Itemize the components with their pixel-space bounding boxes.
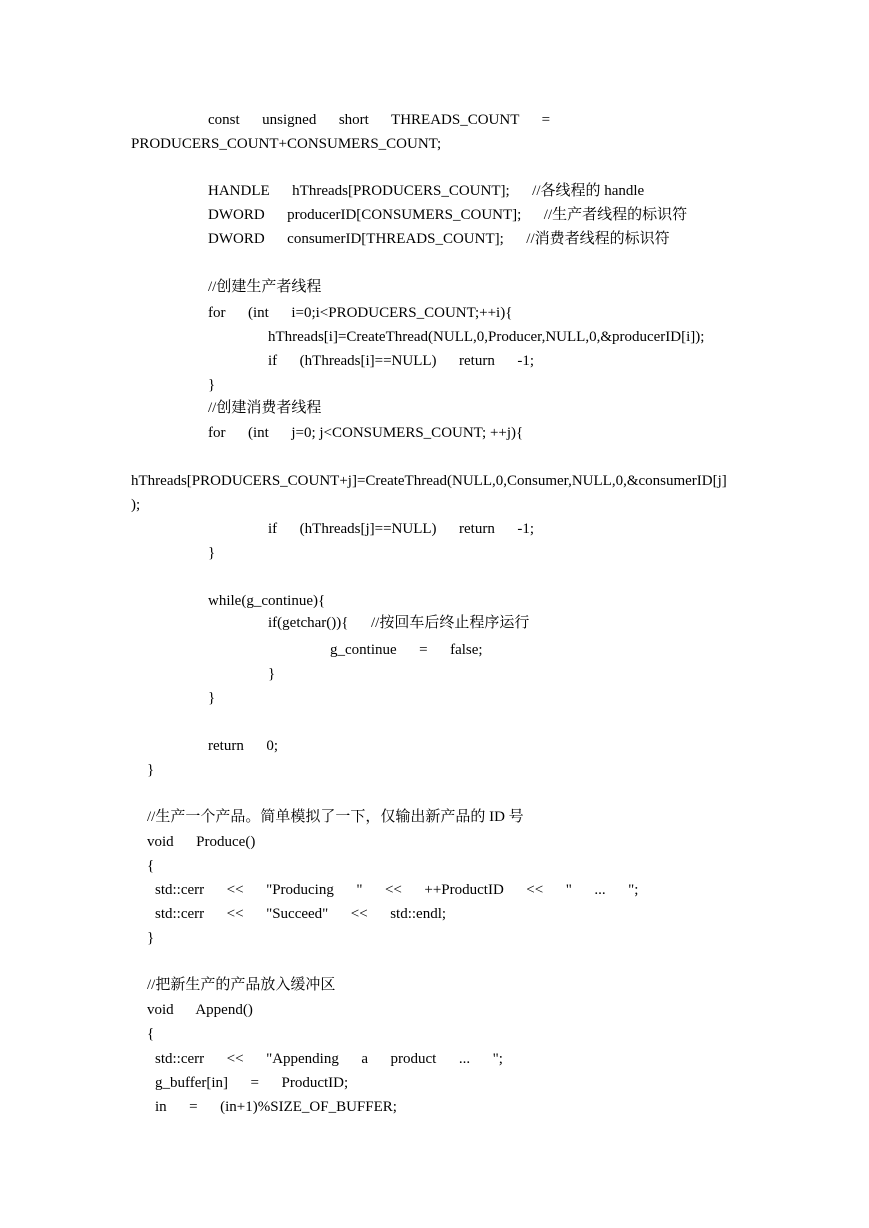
code-line: for (int j=0; j<CONSUMERS_COUNT; ++j){ [208,425,524,441]
code-line: g_buffer[in] = ProductID; [155,1075,349,1091]
code-line: PRODUCERS_COUNT+CONSUMERS_COUNT; [131,136,442,152]
code-line: } [208,545,216,561]
code-line: hThreads[PRODUCERS_COUNT+j]=CreateThread(NULL,0,Consumer,NULL,0,&consumerID[j] [131,473,727,489]
code-line: } [208,377,216,393]
code-line: if (hThreads[j]==NULL) return -1; [268,521,535,537]
code-comment: //创建生产者线程 [208,279,322,295]
code-line: hThreads[i]=CreateThread(NULL,0,Producer,NULL,0,&producerID[i]); [268,329,705,345]
code-line: while(g_continue){ [208,593,326,609]
code-line: } [208,690,216,706]
code-line: std::cerr << "Appending a product ... "; [155,1051,503,1067]
code-line: g_continue = false; [330,642,483,658]
code-line: if (hThreads[i]==NULL) return -1; [268,353,535,369]
code-line: return 0; [208,738,278,754]
code-line: HANDLE hThreads[PRODUCERS_COUNT]; //各线程的 handle [208,183,645,199]
code-line: DWORD consumerID[THREADS_COUNT]; //消费者线程的标识符 [208,231,670,247]
code-comment: //把新生产的产品放入缓冲区 [147,977,336,993]
code-line: ); [131,497,141,513]
code-line: in = (in+1)%SIZE_OF_BUFFER; [155,1099,397,1115]
code-line: void Append() [147,1002,253,1018]
code-line: { [147,858,155,874]
code-comment: //生产一个产品。简单模拟了一下，仅输出新产品的 ID 号 [147,809,524,825]
code-line: std::cerr << "Succeed" << std::endl; [155,906,447,922]
code-line: { [147,1026,155,1042]
code-line: } [147,930,155,946]
code-line: void Produce() [147,834,256,850]
code-comment: //创建消费者线程 [208,400,322,416]
code-line: } [268,666,276,682]
code-line: } [147,762,155,778]
code-line: std::cerr << "Producing " << ++ProductID << " ... "; [155,882,639,898]
code-line: const unsigned short THREADS_COUNT = [208,112,551,128]
code-line: for (int i=0;i<PRODUCERS_COUNT;++i){ [208,305,513,321]
code-line: if(getchar()){ //按回车后终止程序运行 [268,615,530,631]
code-line: DWORD producerID[CONSUMERS_COUNT]; //生产者线程的标识符 [208,207,688,223]
